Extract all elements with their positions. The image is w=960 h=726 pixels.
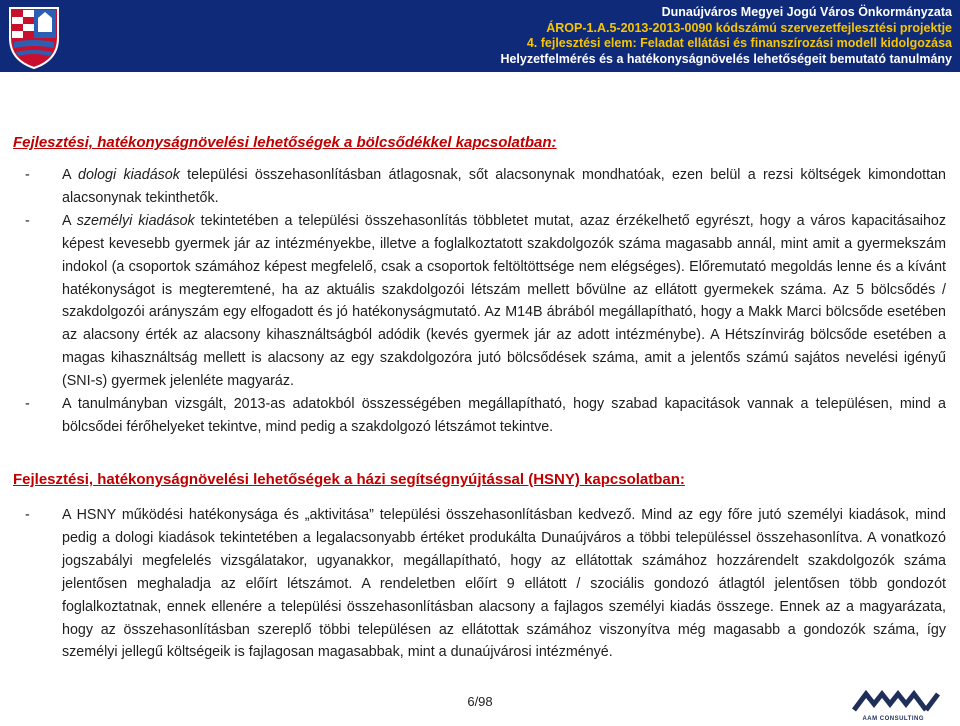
list-item [13, 504, 946, 664]
list-item [13, 164, 946, 210]
section-title-bolcsode: Fejlesztési, hatékonyságnövelési lehetőségek a bölcsődékkel kapcsolatban: [13, 134, 557, 151]
list-item [13, 210, 946, 393]
page-number: 6/98 [467, 694, 493, 709]
bullet-text: A HSNY működési hatékonysága és „aktivitása” települési összehasonlításban kedvező. Mind az egy főre jutó személyi kiadások, mind pedig a dologi kiadások tekintetében a legalacsonyabb értéket produkálta Dunaújváros a többi településsel összehasonlítva. A vonatkozó jogszabályi megfelelés vizsgálatakor, ugyanakkor, megállapítható, hogy az ellátottak számához hozzárendelt szakdolgozók száma jelentősen meghaladja az előírt létszámot. A rendeletben előírt 9 ellátott / szociális gondozó átlagtól jelentősen több gondozót foglalkoztatnak, ennek ellenére a települési összehasonlításban alacsony a fajlagos személyi kiadás összege. Ennek az a magyarázata, hogy az összehasonlításban szereplő többi településen az ellátottak számához viszonyítva még magasabb a gondozók száma, így személyi jellegű költségeik is fajlagosan magasabbak, mint a dunaújvárosi intézményé. [62, 507, 946, 661]
header-line-2: ÁROP-1.A.5-2013-2013-0090 kódszámú szervezetfejlesztési projektje [546, 20, 952, 35]
bullet-text: települési összehasonlításban átlagosnak, sőt alacsonynak mondhatóak, ezen belül a rezsi költségek kimondottan alacsonynak tekinthetők. [62, 167, 946, 206]
header-text-block [92, 5, 952, 67]
bullet-text-emphasis: személyi kiadások [76, 212, 195, 229]
section-title-hsny: Fejlesztési, hatékonyságnövelési lehetőségek a házi segítségnyújtással (HSNY) kapcsolatban: [13, 471, 685, 488]
section1-bullet-list [13, 164, 946, 439]
bullet-text-lead: A [62, 212, 77, 229]
bullet-text-emphasis: dologi kiadások [78, 167, 180, 183]
bullet-dash: - [25, 167, 30, 183]
bullet-text: tekintetében a települési összehasonlítás többletet mutat, azaz érzékelhető egyrészt, hogy a város kapacitásaihoz képest kevesebb gyermek jár az intézményekbe, illetve a foglalkoztatott szakdolgozók száma magasabb annál, mint amit a gyermekszám indokol (a csoportok számához képest megfelelő, csak a csoportok feltöltöttsége nem elégséges). Előremutató megoldás lenne és a kívánt hatékonyságot is megteremtené, ha az aktuális szakdolgozói létszám mellett bővülne az ellátott gyermekek száma. Az 5 bölcsődés / szakdolgozói arányszám egy elfogadott és jó hatékonyságmutató. Az M14B ábrából megállapítható, hogy a Makk Marci bölcsőde esetében az alacsony érték az alacsony kihasználtságból adódik (kevés gyermek jár az adott intézménybe). A Hétszínvirág bölcsőde esetében a magas kihasználtság mellett is alacsony az egy szakdolgozóra jutó bölcsődések száma, amit a jelentős számú sajátos nevelési igényű (SNI-s) gyermek jelenléte magyaráz. [62, 212, 946, 390]
coat-of-arms-icon [4, 2, 64, 70]
list-item [13, 393, 946, 439]
logo-text: AAM CONSULTING [862, 716, 924, 722]
header-line-3: 4. fejlesztési elem: Feladat ellátási és finanszírozási modell kidolgozása [526, 36, 952, 50]
bullet-dash: - [25, 396, 30, 413]
section2-bullet-list [13, 504, 946, 664]
bullet-text: A tanulmányban vizsgált, 2013-as adatokból összességében megállapítható, hogy szabad kapacitások vannak a településen, mind a bölcsődei férőhelyeket tekintve, mind pedig a szakdolgozó létszámot tekintve. [62, 396, 946, 435]
bullet-text-lead: A [62, 167, 79, 183]
document-header [0, 0, 960, 72]
header-line-1: Dunaújváros Megyei Jogú Város Önkormányzata [661, 5, 952, 19]
bullet-dash: - [25, 212, 30, 229]
header-line-4: Helyzetfelmérés és a hatékonyságnövelés lehetőségeit bemutató tanulmány [500, 51, 952, 66]
bullet-dash: - [25, 507, 30, 523]
